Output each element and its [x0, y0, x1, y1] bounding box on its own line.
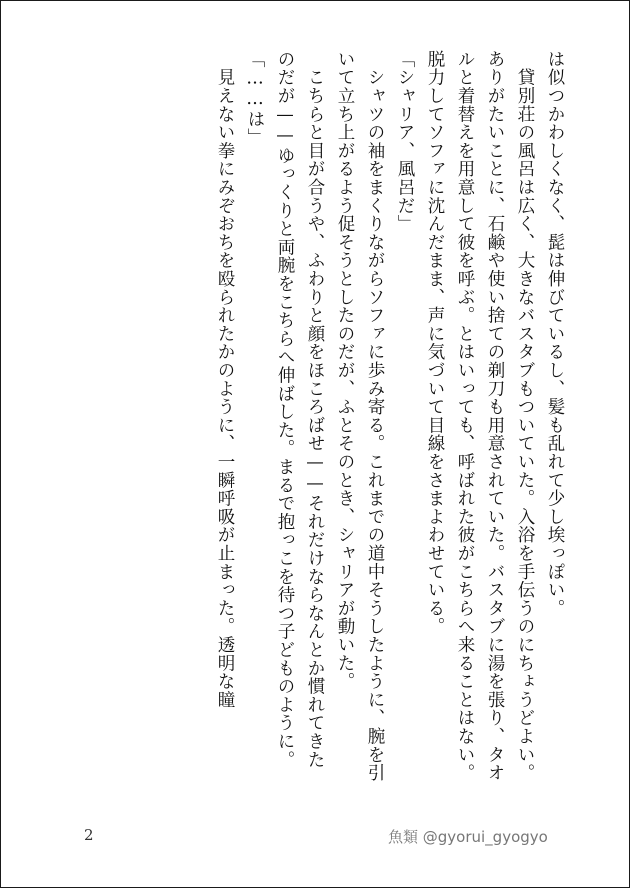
paragraph: 「……は」: [245, 50, 265, 147]
paragraph: 「シャリア、風呂だ」: [395, 50, 415, 233]
paragraph: こちらと目が合うや、ふわりと顔をほころばせ——それだけならなんとか慣れてきたのだが——ゆっくりと両腕をこちらへ伸ばした。まるで抱っこを待つ子どものように。: [275, 50, 325, 769]
author-credit: 魚類 @gyorui_gyogyo: [388, 828, 548, 846]
vertical-text-body: [70, 50, 570, 785]
paragraph: は似つかわしくなく、髭は伸びているし、髪も乱れて少し埃っぽい。: [545, 50, 565, 618]
paragraph: 貸別荘の風呂は広く、大きなバスタブもついていた。入浴を手伝うのにちょうどよい。ありがたいことに、石鹸や使い捨ての剃刀も用意されていた。バスタブに湯を張り、タオルと着替えを用意して彼を呼ぶ。とはいっても、呼ばれた彼がこちらへ来ることはない。脱力してソファに沈んだまま、声に気づいて目線をさまよわせている。: [425, 50, 535, 782]
page-number: 2: [84, 826, 94, 844]
paragraph: シャツの袖をまくりながらソファに歩み寄る。これまでの道中そうしたように、腕を引いて立ち上がるよう促そうとしたのだが、ふとそのとき、シャリアが動いた。: [335, 50, 385, 782]
paragraph: 見えない拳にみぞおちを殴られたかのように、一瞬呼吸が止まった。透明な瞳: [215, 50, 235, 709]
